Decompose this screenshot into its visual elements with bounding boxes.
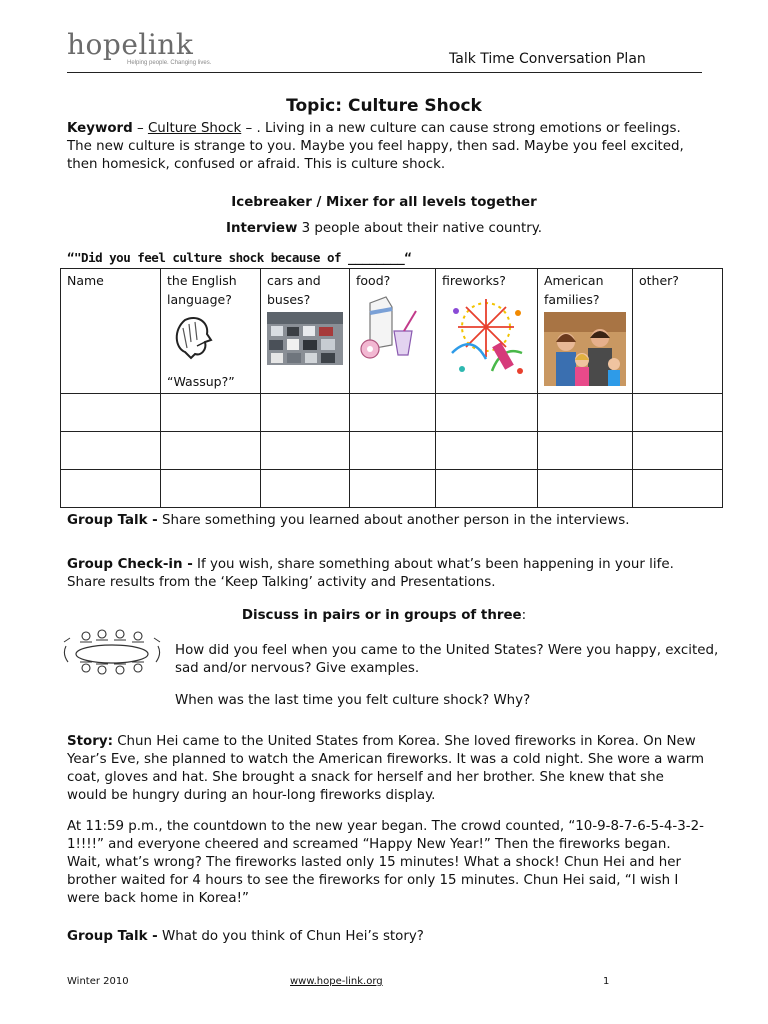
group-talk-text: Share something you learned about another person in the interviews. xyxy=(157,513,630,528)
table-cell[interactable] xyxy=(633,432,723,470)
interview-table xyxy=(60,268,723,508)
table-cell[interactable] xyxy=(261,432,350,470)
header-cell-fireworks xyxy=(436,269,538,394)
footer-date: Winter 2010 xyxy=(67,976,129,987)
question-2: When was the last time you felt culture shock? Why? xyxy=(175,693,531,708)
table-row xyxy=(61,470,723,508)
header-label: cars and buses? xyxy=(267,273,321,307)
wassup-caption: “Wassup?” xyxy=(167,374,235,389)
interview-label: Interview xyxy=(225,221,298,236)
header-cell-english xyxy=(161,269,261,394)
footer-page-number: 1 xyxy=(603,976,610,987)
header-label: the English language? xyxy=(167,273,237,307)
fireworks-icon xyxy=(442,293,528,379)
keyword-dash: – xyxy=(132,121,148,136)
header-label: American families? xyxy=(544,273,604,307)
discuss-label: Discuss in pairs or in groups of three xyxy=(241,608,522,623)
keyword-term: Culture Shock xyxy=(147,121,242,136)
interview-line xyxy=(0,221,768,236)
table-cell[interactable] xyxy=(538,470,633,508)
table-cell[interactable] xyxy=(161,432,261,470)
table-cell[interactable] xyxy=(436,432,538,470)
group-talk-label: Group Talk - xyxy=(67,513,158,528)
header-cell-cars xyxy=(261,269,350,394)
discussion-group-icon xyxy=(60,628,164,678)
table-cell[interactable] xyxy=(436,470,538,508)
table-cell[interactable] xyxy=(61,470,161,508)
header-label: food? xyxy=(356,273,391,288)
interview-question: “"Did you feel culture shock because of ________“ xyxy=(67,250,412,265)
table-cell[interactable] xyxy=(350,394,436,432)
keyword-paragraph xyxy=(67,120,707,174)
table-cell[interactable] xyxy=(538,432,633,470)
food-icon xyxy=(356,293,426,359)
header-cell-food xyxy=(350,269,436,394)
keyword-definition: – . Living in a new culture can cause strong emotions or feelings. The new culture is strange to you. Maybe you feel happy, then sad. Maybe you feel excited, then homesick, confused or afraid. This is culture shock. xyxy=(67,121,684,172)
logo-tagline: Helping people. Changing lives. xyxy=(127,60,212,66)
document-title: Talk Time Conversation Plan xyxy=(449,51,646,67)
table-cell[interactable] xyxy=(633,394,723,432)
group-talk-text: What do you think of Chun Hei’s story? xyxy=(157,929,424,944)
header-cell-other xyxy=(633,269,723,394)
family-photo-icon xyxy=(544,312,626,386)
header-label: other? xyxy=(639,273,679,288)
talking-head-icon xyxy=(167,312,217,362)
group-checkin-text: If you wish, share something about what’s been happening in your life. Share results from the ‘Keep Talking’ activity and Presentations. xyxy=(67,557,674,590)
table-cell[interactable] xyxy=(538,394,633,432)
table-cell[interactable] xyxy=(261,470,350,508)
story-paragraph-1 xyxy=(67,733,707,805)
topic-heading: Topic: Culture Shock xyxy=(286,96,482,116)
table-cell[interactable] xyxy=(350,432,436,470)
table-cell[interactable] xyxy=(61,394,161,432)
logo-wordmark: hopelink xyxy=(67,28,194,61)
table-cell[interactable] xyxy=(350,470,436,508)
table-cell[interactable] xyxy=(261,394,350,432)
group-checkin xyxy=(67,556,707,592)
table-cell[interactable] xyxy=(161,394,261,432)
table-header-row xyxy=(61,269,723,394)
story-label: Story: xyxy=(67,734,113,749)
group-talk-label: Group Talk - xyxy=(67,929,158,944)
traffic-jam-icon xyxy=(267,312,343,365)
header-divider xyxy=(67,72,702,73)
group-talk-1 xyxy=(67,512,707,530)
table-cell[interactable] xyxy=(161,470,261,508)
hopelink-logo xyxy=(67,28,212,66)
header-cell-families xyxy=(538,269,633,394)
question-1: How did you feel when you came to the United States? Were you happy, excited, sad and/or nervous? Give examples. xyxy=(175,643,719,676)
header-label: Name xyxy=(67,273,104,288)
keyword-label: Keyword xyxy=(67,121,133,136)
story-paragraph-2: At 11:59 p.m., the countdown to the new year began. The crowd counted, “10-9-8-7-6-5-4-3-2-1!!!!” and everyone cheered and screamed “Happy New Year!” Then the fireworks began. Wait, what’s wrong? The fireworks lasted only 15 minutes! What a shock! Chun Hei and her brother waited for 4 hours to see the fireworks for only 15 minutes. Chun Hei said, “I wish I were back home in Korea!” xyxy=(67,819,704,906)
header-cell-name xyxy=(61,269,161,394)
table-cell[interactable] xyxy=(61,432,161,470)
header-label: fireworks? xyxy=(442,273,506,288)
table-row xyxy=(61,432,723,470)
table-cell[interactable] xyxy=(633,470,723,508)
table-cell[interactable] xyxy=(436,394,538,432)
discuss-colon: : xyxy=(521,608,527,623)
interview-text: 3 people about their native country. xyxy=(297,221,543,236)
discuss-heading xyxy=(0,608,768,623)
table-row xyxy=(61,394,723,432)
group-checkin-label: Group Check-in - xyxy=(67,557,193,572)
footer-website-link[interactable]: www.hope-link.org xyxy=(290,976,383,987)
icebreaker-heading: Icebreaker / Mixer for all levels together xyxy=(231,195,537,210)
story-text-1: Chun Hei came to the United States from Korea. She loved fireworks in Korea. On New Year’s Eve, she planned to watch the American fireworks. It was a cold night. She wore a warm coat, gloves and hat. She brought a snack for herself and her brother. She knew that she would be hungry during an hour-long fireworks display. xyxy=(67,734,705,803)
group-talk-2 xyxy=(67,928,707,946)
